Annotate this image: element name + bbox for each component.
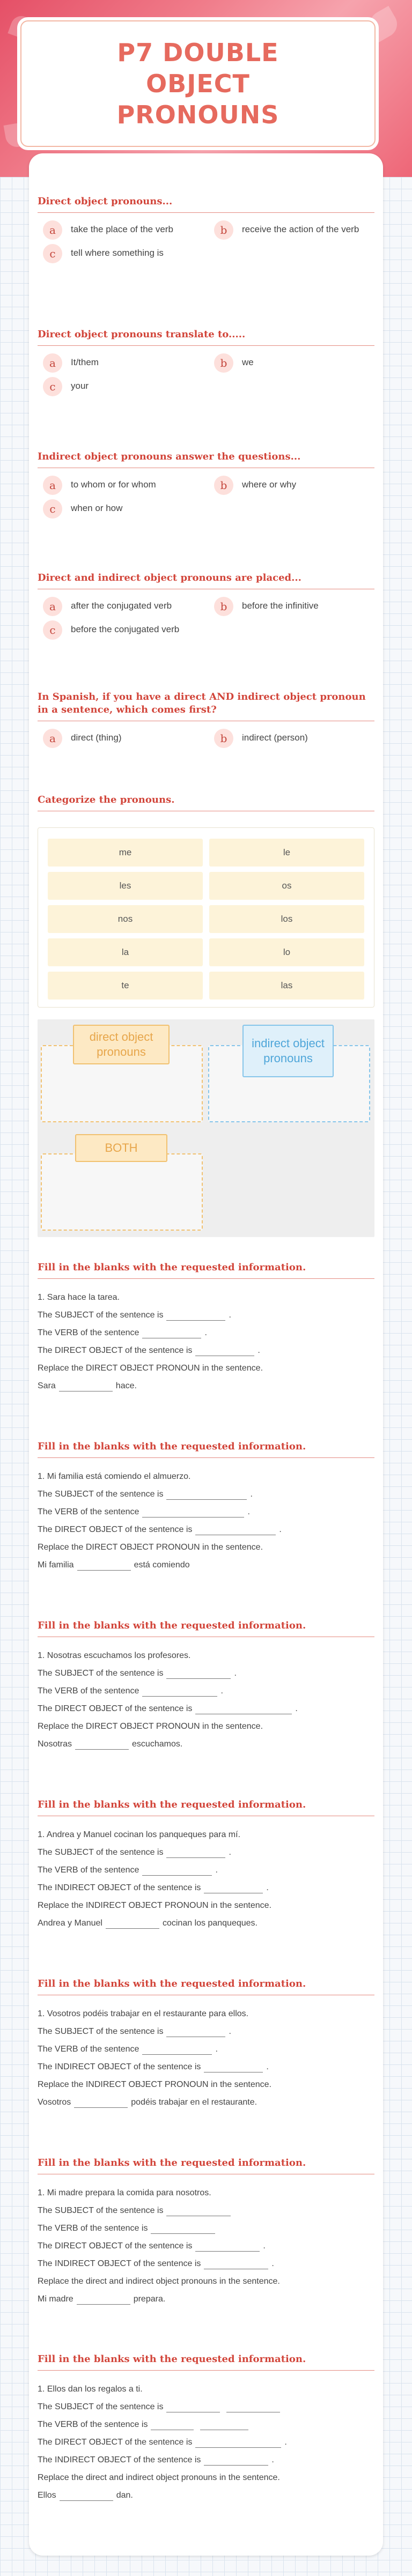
blank-input[interactable] xyxy=(166,1491,247,1500)
option-a[interactable] xyxy=(43,357,203,373)
fill-text: The SUBJECT of the sentence is xyxy=(38,2027,164,2036)
category-label-indirect: indirect object pronouns xyxy=(242,1025,334,1077)
blank-input[interactable] xyxy=(195,2243,260,2252)
blank-input[interactable] xyxy=(204,2457,268,2466)
fill-text: . xyxy=(266,1883,269,1892)
fill-text: Replace the DIRECT OBJECT PRONOUN in the sentence. xyxy=(38,1364,263,1373)
fill-line xyxy=(38,1303,374,1321)
question-title: Fill in the blanks with the requested information. xyxy=(38,1440,374,1458)
fill-text: The VERB of the sentence xyxy=(38,1686,139,1696)
fill-text: escuchamos. xyxy=(132,1739,183,1749)
fill-text: 1. Mi madre prepara la comida para nosotros. xyxy=(38,2188,211,2197)
category-label-both: BOTH xyxy=(75,1134,167,1162)
category-drop-area xyxy=(38,1019,374,1237)
option-c[interactable] xyxy=(43,624,203,640)
fill-text: . xyxy=(258,1346,260,1355)
option-c[interactable] xyxy=(43,247,203,263)
fill-text: . xyxy=(215,1866,218,1875)
fill-text: The VERB of the sentence is xyxy=(38,2224,148,2233)
fill-text: . xyxy=(220,1686,223,1696)
option-text: receive the action of the verb xyxy=(242,224,359,234)
draggable-chip[interactable]: las xyxy=(209,972,364,1000)
option-b[interactable] xyxy=(214,600,374,616)
fill-text: cocinan los panqueques. xyxy=(162,1919,258,1928)
fill-text: The INDIRECT OBJECT of the sentence is xyxy=(38,2455,201,2464)
fill-line xyxy=(38,1840,374,1858)
fill-line xyxy=(38,1482,374,1500)
fill-text: Vosotros xyxy=(38,2098,71,2107)
pronoun-bank xyxy=(38,827,374,1008)
fill-blank-question-7 xyxy=(38,2353,374,2501)
fill-text: The DIRECT OBJECT of the sentence is xyxy=(38,2241,193,2251)
fill-line xyxy=(38,2377,374,2395)
fill-line xyxy=(38,2181,374,2199)
blank-input[interactable] xyxy=(151,2422,194,2430)
fill-line xyxy=(38,2090,374,2108)
fill-text: . xyxy=(229,1311,231,1320)
fill-text: The DIRECT OBJECT of the sentence is xyxy=(38,1704,193,1713)
fill-text: . xyxy=(234,1669,237,1678)
option-text: direct (thing) xyxy=(71,732,122,743)
fill-line xyxy=(38,2037,374,2055)
blank-input[interactable] xyxy=(195,2439,281,2448)
fill-text: The SUBJECT of the sentence is xyxy=(38,1848,164,1857)
fill-line xyxy=(38,1823,374,1840)
fill-text: Mi madre xyxy=(38,2294,73,2304)
blank-input[interactable] xyxy=(195,1527,276,1535)
mc-question-3 xyxy=(38,450,374,519)
blank-input[interactable] xyxy=(200,2422,248,2430)
mc-question-5 xyxy=(38,691,374,748)
question-title: Direct and indirect object pronouns are placed... xyxy=(38,572,374,589)
fill-text: Replace the INDIRECT OBJECT PRONOUN in the sentence. xyxy=(38,2080,272,2089)
fill-line xyxy=(38,1876,374,1893)
fill-line xyxy=(38,2019,374,2037)
fill-text: . xyxy=(204,1328,207,1337)
fill-text: . xyxy=(229,2027,231,2036)
draggable-chip[interactable]: te xyxy=(48,972,203,1000)
fill-line xyxy=(38,1644,374,1661)
question-title: Categorize the pronouns. xyxy=(38,794,374,811)
fill-text: The DIRECT OBJECT of the sentence is xyxy=(38,1525,193,1534)
fill-text: The VERB of the sentence xyxy=(38,1507,139,1516)
option-letter: b xyxy=(214,729,233,748)
fill-text: Andrea y Manuel xyxy=(38,1919,102,1928)
option-letter: c xyxy=(43,499,62,519)
option-letter: b xyxy=(214,476,233,495)
option-text: when or how xyxy=(71,503,123,513)
blank-input[interactable] xyxy=(204,1885,263,1893)
option-text: tell where something is xyxy=(71,248,164,258)
option-b[interactable] xyxy=(214,732,374,748)
fill-line xyxy=(38,1661,374,1679)
worksheet-sheet xyxy=(29,153,383,2556)
fill-line xyxy=(38,1374,374,1391)
fill-text: . xyxy=(279,1525,282,1534)
draggable-chip[interactable]: les xyxy=(48,872,203,900)
fill-text: The INDIRECT OBJECT of the sentence is xyxy=(38,2062,201,2071)
fill-line xyxy=(38,1464,374,1482)
fill-text: The VERB of the sentence xyxy=(38,1328,139,1337)
option-letter: b xyxy=(214,353,233,373)
fill-line xyxy=(38,2287,374,2305)
blank-input[interactable] xyxy=(142,1330,201,1338)
fill-line xyxy=(38,2216,374,2234)
blank-input[interactable] xyxy=(75,1741,129,1750)
fill-text: . xyxy=(263,2241,266,2251)
question-title: In Spanish, if you have a direct AND indirect object pronoun in a sentence, which comes first? xyxy=(38,691,374,721)
fill-line xyxy=(38,2199,374,2216)
option-text: before the conjugated verb xyxy=(71,624,180,634)
option-text: to whom or for whom xyxy=(71,479,156,490)
blank-input[interactable] xyxy=(166,2029,225,2037)
option-letter: a xyxy=(43,476,62,495)
fill-text: The VERB of the sentence xyxy=(38,1866,139,1875)
fill-text: hace. xyxy=(115,1381,137,1390)
fill-text: prepara. xyxy=(133,2294,166,2304)
fill-text: 1. Nosotras escuchamos los profesores. xyxy=(38,1651,191,1660)
fill-text: 1. Vosotros podéis trabajar en el restaurante para ellos. xyxy=(38,2009,249,2018)
fill-text: podéis trabajar en el restaurante. xyxy=(131,2098,258,2107)
blank-input[interactable] xyxy=(166,2208,231,2216)
mc-question-2 xyxy=(38,328,374,396)
option-a[interactable] xyxy=(43,732,203,748)
fill-text: Replace the direct and indirect object pronouns in the sentence. xyxy=(38,2473,280,2482)
fill-line xyxy=(38,2234,374,2252)
blank-input[interactable] xyxy=(195,1348,254,1356)
fill-line xyxy=(38,2466,374,2483)
blank-input[interactable] xyxy=(195,1706,292,1714)
fill-text: . xyxy=(229,1848,231,1857)
category-label-direct: direct object pronouns xyxy=(73,1025,170,1064)
fill-line xyxy=(38,1285,374,1303)
fill-blank-question-1 xyxy=(38,1261,374,1391)
fill-text: 1. Andrea y Manuel cocinan los panqueques para mí. xyxy=(38,1830,241,1839)
option-text: indirect (person) xyxy=(242,732,308,743)
option-letter: a xyxy=(43,597,62,616)
fill-line xyxy=(38,1911,374,1929)
question-title: Fill in the blanks with the requested information. xyxy=(38,1619,374,1637)
fill-text: 1. Ellos dan los regalos a ti. xyxy=(38,2385,143,2394)
fill-text: . xyxy=(247,1507,250,1516)
fill-text: Ellos xyxy=(38,2491,56,2500)
draggable-chip[interactable]: lo xyxy=(209,938,364,966)
option-text: your xyxy=(71,381,89,391)
fill-text: Replace the direct and indirect object pronouns in the sentence. xyxy=(38,2277,280,2286)
option-letter: c xyxy=(43,620,62,640)
fill-line xyxy=(38,1714,374,1732)
fill-line xyxy=(38,2395,374,2412)
blank-input[interactable] xyxy=(142,1867,212,1876)
mc-question-1 xyxy=(38,195,374,263)
blank-input[interactable] xyxy=(74,2099,128,2108)
page-title: P7 DOUBLE OBJECT PRONOUNS xyxy=(116,38,279,129)
fill-text: The SUBJECT of the sentence is xyxy=(38,2402,164,2411)
fill-line xyxy=(38,2252,374,2269)
fill-text: Sara xyxy=(38,1381,56,1390)
option-text: we xyxy=(242,357,254,367)
draggable-chip[interactable]: nos xyxy=(48,905,203,933)
option-letter: c xyxy=(43,244,62,263)
option-text: before the infinitive xyxy=(242,601,319,611)
blank-input[interactable] xyxy=(142,1509,244,1518)
fill-text: . xyxy=(271,2455,274,2464)
fill-line xyxy=(38,1500,374,1518)
fill-text: . xyxy=(295,1704,298,1713)
drop-zone-both[interactable] xyxy=(41,1153,203,1231)
option-letter: b xyxy=(214,220,233,240)
fill-line xyxy=(38,1518,374,1535)
fill-text: The SUBJECT of the sentence is xyxy=(38,2206,164,2215)
blank-input[interactable] xyxy=(166,1312,225,1321)
option-text: take the place of the verb xyxy=(71,224,173,234)
fill-text: The DIRECT OBJECT of the sentence is xyxy=(38,2438,193,2447)
fill-text: . xyxy=(250,1490,253,1499)
fill-text: . xyxy=(266,2062,269,2071)
question-title: Direct object pronouns... xyxy=(38,195,374,213)
option-c[interactable] xyxy=(43,502,203,519)
fill-blank-question-2 xyxy=(38,1440,374,1571)
fill-text: 1. Sara hace la tarea. xyxy=(38,1293,120,1302)
option-b[interactable] xyxy=(214,479,374,495)
fill-blank-question-6 xyxy=(38,2157,374,2305)
question-title: Direct object pronouns translate to..... xyxy=(38,328,374,346)
blank-input[interactable] xyxy=(166,1670,231,1679)
option-text: after the conjugated verb xyxy=(71,601,172,611)
fill-line xyxy=(38,1732,374,1750)
title-card xyxy=(20,20,376,147)
blank-input[interactable] xyxy=(106,1920,159,1929)
fill-text: The SUBJECT of the sentence is xyxy=(38,1490,164,1499)
fill-line xyxy=(38,2448,374,2466)
fill-line xyxy=(38,2055,374,2072)
blank-input[interactable] xyxy=(204,2064,263,2072)
question-title: Fill in the blanks with the requested information. xyxy=(38,2353,374,2371)
fill-text: The VERB of the sentence is xyxy=(38,2420,148,2429)
fill-blank-question-5 xyxy=(38,1978,374,2108)
blank-input[interactable] xyxy=(204,2261,268,2269)
fill-text: The VERB of the sentence xyxy=(38,2045,139,2054)
fill-line xyxy=(38,1535,374,1553)
fill-line xyxy=(38,2483,374,2501)
blank-input[interactable] xyxy=(77,2296,130,2305)
fill-line xyxy=(38,1858,374,1876)
fill-line xyxy=(38,1679,374,1697)
fill-text: Nosotras xyxy=(38,1739,72,1749)
question-title: Fill in the blanks with the requested information. xyxy=(38,1798,374,1816)
blank-input[interactable] xyxy=(60,2492,113,2501)
categorize-question xyxy=(38,794,374,1237)
option-a[interactable] xyxy=(43,224,203,240)
mc-question-4 xyxy=(38,572,374,640)
fill-text: Replace the DIRECT OBJECT PRONOUN in the sentence. xyxy=(38,1722,263,1731)
option-letter: a xyxy=(43,729,62,748)
blank-input[interactable] xyxy=(142,2046,212,2055)
option-text: It/them xyxy=(71,357,99,367)
option-letter: a xyxy=(43,220,62,240)
draggable-chip[interactable]: me xyxy=(48,839,203,867)
fill-text: The SUBJECT of the sentence is xyxy=(38,1311,164,1320)
fill-line xyxy=(38,2430,374,2448)
fill-text: . xyxy=(284,2438,287,2447)
option-b[interactable] xyxy=(214,224,374,240)
blank-input[interactable] xyxy=(226,2404,280,2412)
fill-line xyxy=(38,1697,374,1714)
fill-blank-question-3 xyxy=(38,1619,374,1750)
fill-line xyxy=(38,2072,374,2090)
fill-line xyxy=(38,1321,374,1338)
blank-input[interactable] xyxy=(166,1849,225,1858)
fill-text: The INDIRECT OBJECT of the sentence is xyxy=(38,2259,201,2268)
blank-input[interactable] xyxy=(166,2404,220,2412)
option-letter: c xyxy=(43,377,62,396)
fill-line xyxy=(38,1553,374,1571)
draggable-chip[interactable]: os xyxy=(209,872,364,900)
option-c[interactable] xyxy=(43,380,203,396)
fill-text: dan. xyxy=(116,2491,133,2500)
blank-input[interactable] xyxy=(59,1383,113,1391)
fill-text: The DIRECT OBJECT of the sentence is xyxy=(38,1346,193,1355)
fill-line xyxy=(38,1338,374,1356)
fill-blank-question-4 xyxy=(38,1798,374,1929)
fill-line xyxy=(38,1893,374,1911)
fill-text: Mi familia xyxy=(38,1560,74,1570)
fill-text: Replace the DIRECT OBJECT PRONOUN in the sentence. xyxy=(38,1543,263,1552)
fill-text: está comiendo xyxy=(134,1560,190,1570)
option-letter: a xyxy=(43,353,62,373)
fill-text: Replace the INDIRECT OBJECT PRONOUN in the sentence. xyxy=(38,1901,272,1910)
fill-line xyxy=(38,2412,374,2430)
question-title: Indirect object pronouns answer the questions... xyxy=(38,450,374,468)
question-title: Fill in the blanks with the requested information. xyxy=(38,1261,374,1279)
option-letter: b xyxy=(214,597,233,616)
blank-input[interactable] xyxy=(151,2225,215,2234)
fill-text: 1. Mi familia está comiendo el almuerzo. xyxy=(38,1472,191,1481)
blank-input[interactable] xyxy=(77,1562,131,1571)
option-text: where or why xyxy=(242,479,297,490)
question-title: Fill in the blanks with the requested information. xyxy=(38,2157,374,2174)
fill-text: . xyxy=(215,2045,218,2054)
fill-text: The SUBJECT of the sentence is xyxy=(38,1669,164,1678)
fill-text: The INDIRECT OBJECT of the sentence is xyxy=(38,1883,201,1892)
draggable-chip[interactable]: los xyxy=(209,905,364,933)
draggable-chip[interactable]: la xyxy=(48,938,203,966)
question-title: Fill in the blanks with the requested information. xyxy=(38,1978,374,1995)
fill-text: . xyxy=(271,2259,274,2268)
option-a[interactable] xyxy=(43,479,203,495)
draggable-chip[interactable]: le xyxy=(209,839,364,867)
fill-line xyxy=(38,2002,374,2019)
fill-line xyxy=(38,1356,374,1374)
fill-line xyxy=(38,2269,374,2287)
option-a[interactable] xyxy=(43,600,203,616)
blank-input[interactable] xyxy=(142,1688,217,1697)
option-b[interactable] xyxy=(214,357,374,373)
